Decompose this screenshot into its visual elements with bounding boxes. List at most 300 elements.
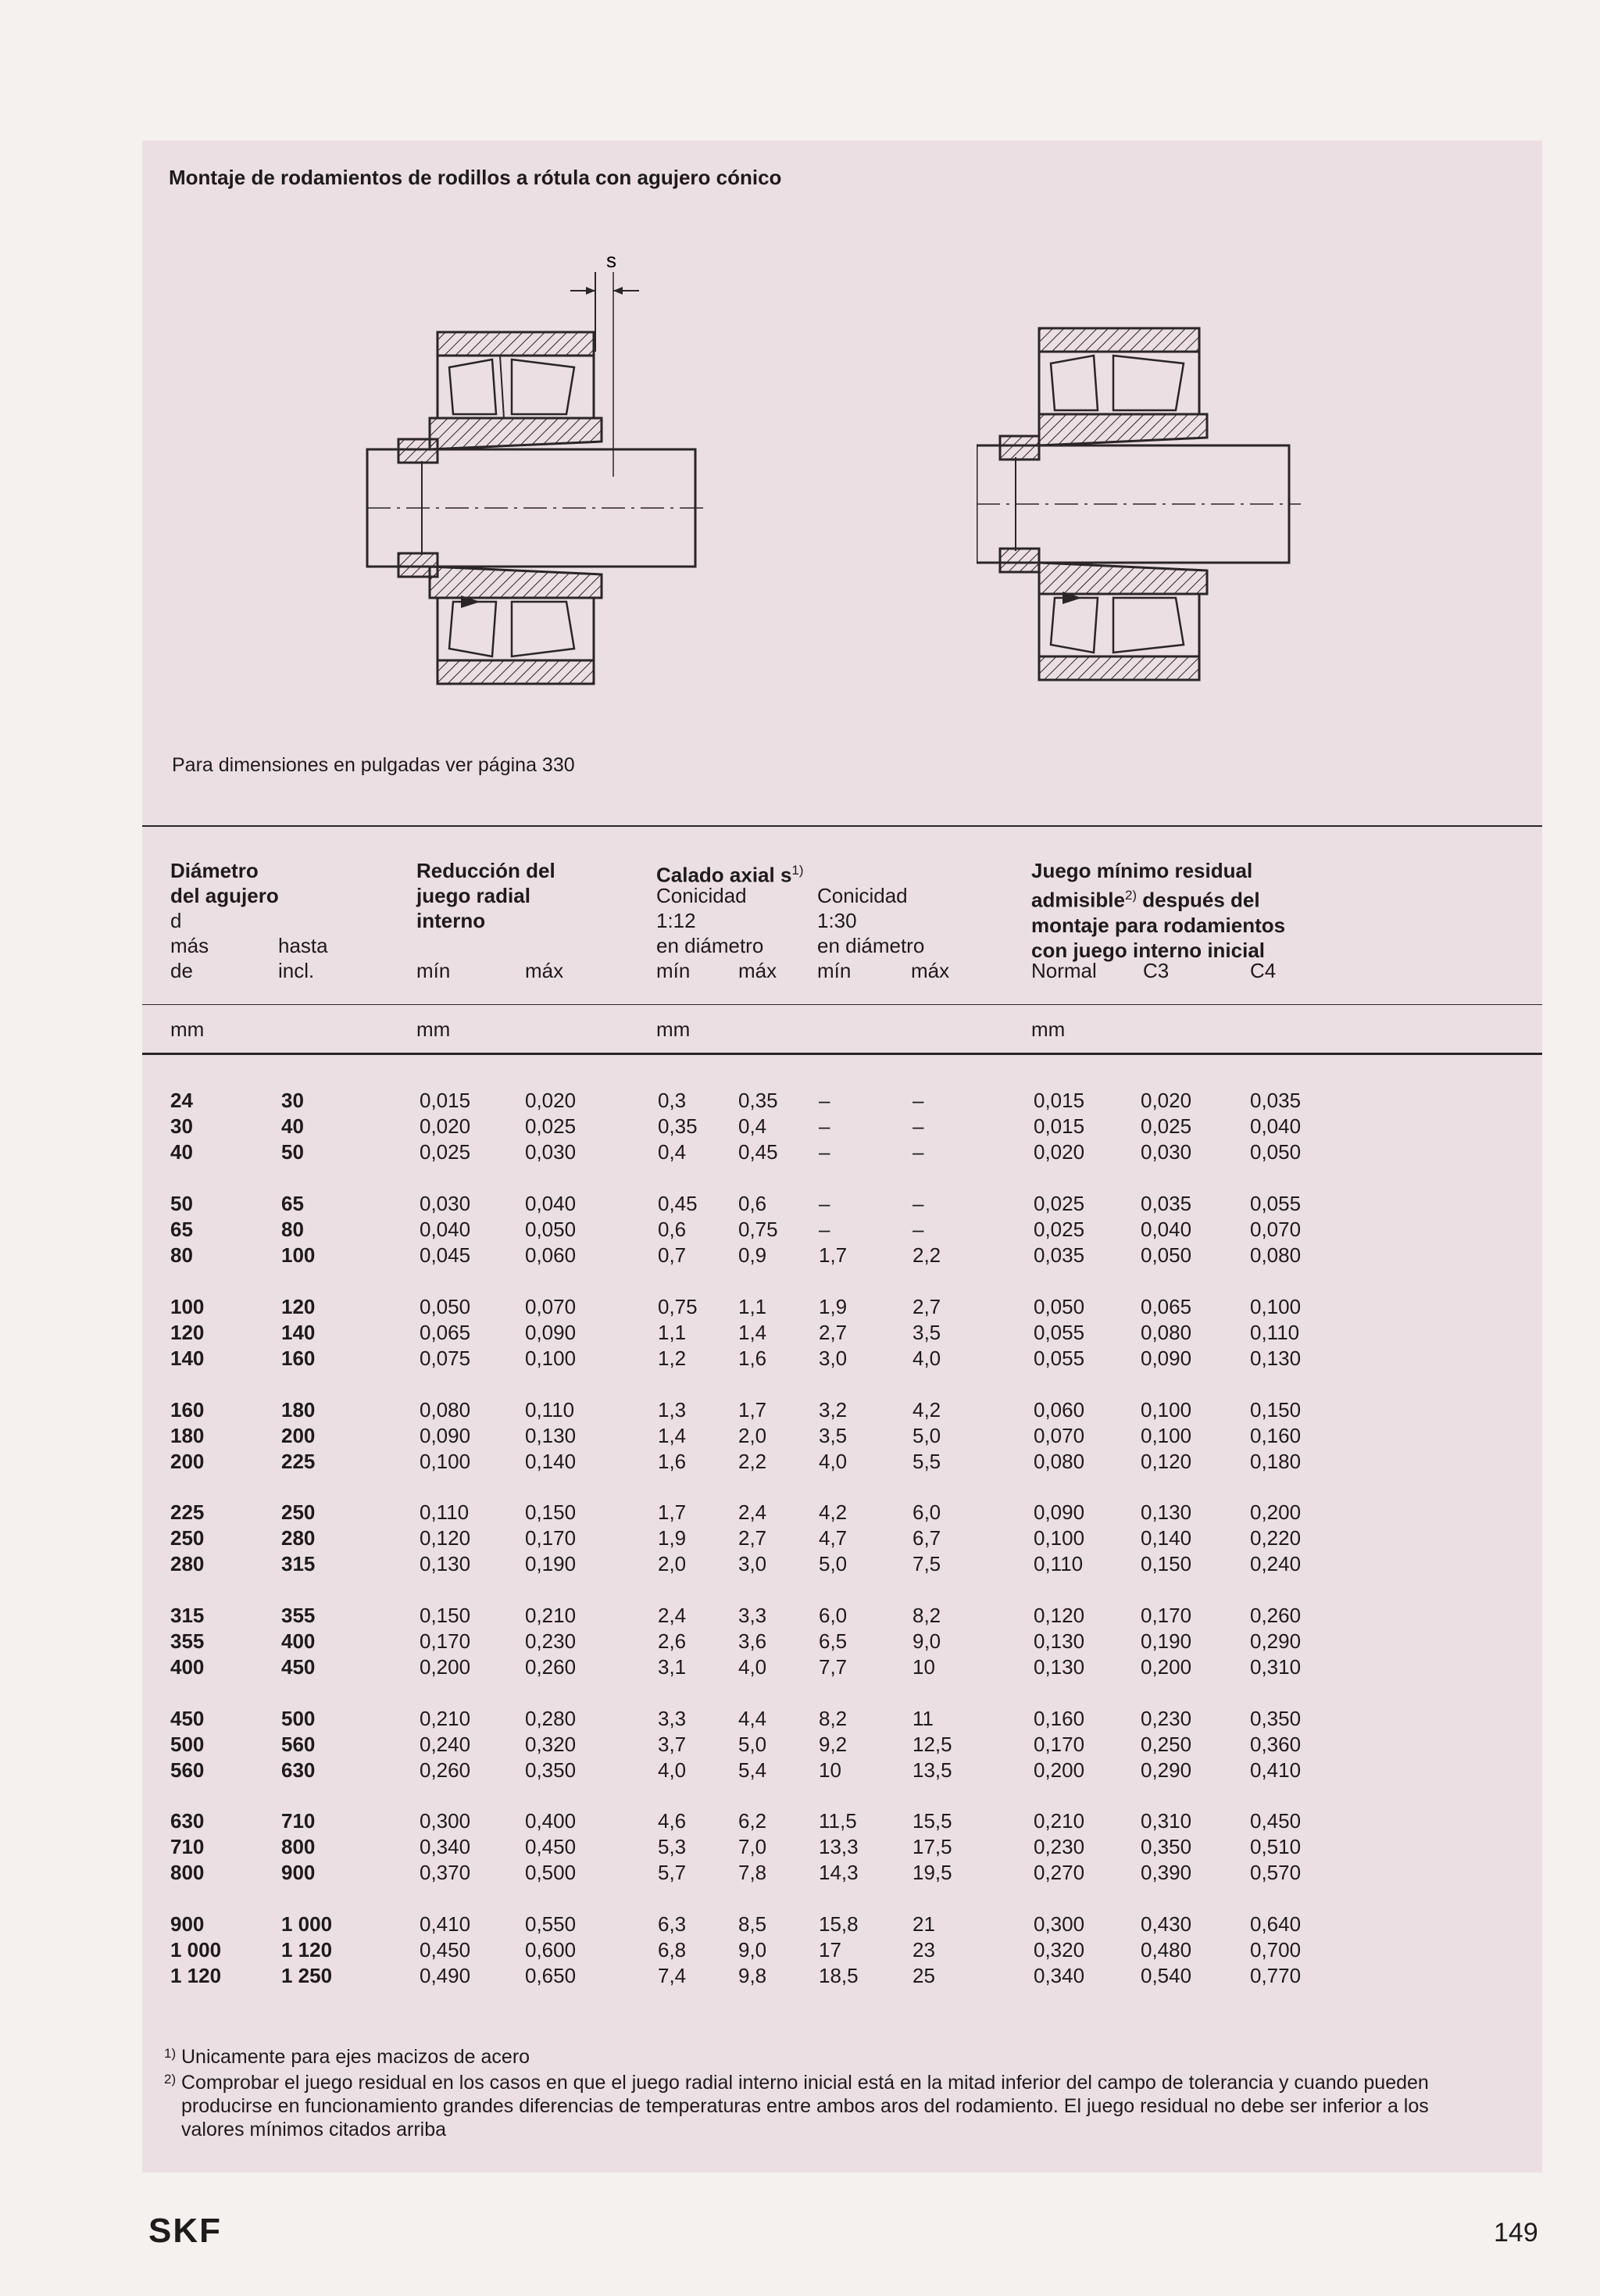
table-cell: 710 — [170, 1835, 205, 1858]
table-row — [0, 1552, 1600, 1578]
table-cell: 0,430 — [1141, 1912, 1192, 1936]
table-cell: 0,480 — [1141, 1938, 1192, 1962]
table-cell: 1,9 — [819, 1295, 848, 1318]
table-cell: 7,4 — [658, 1964, 687, 1987]
header-taper-30 — [817, 883, 924, 958]
table-cell: 0,130 — [420, 1552, 471, 1575]
table-cell: 6,0 — [819, 1604, 848, 1627]
table-cell: 0,170 — [525, 1526, 577, 1550]
table-cell: 0,065 — [1141, 1295, 1192, 1318]
table-cell: 0,080 — [1141, 1321, 1192, 1344]
table-cell: 2,7 — [738, 1526, 767, 1550]
table-cell: 0,180 — [1250, 1450, 1302, 1473]
table-cell: 0,75 — [738, 1218, 778, 1241]
table-cell: 0,050 — [420, 1295, 471, 1318]
table-cell: 3,3 — [658, 1707, 687, 1730]
table-cell: 1,7 — [819, 1243, 848, 1267]
table-cell: 0,100 — [525, 1346, 577, 1370]
table-cell: – — [912, 1218, 924, 1241]
table-cell: 6,5 — [819, 1629, 848, 1653]
table-cell: 0,210 — [525, 1604, 577, 1627]
table-cell: 0,210 — [420, 1707, 471, 1730]
header-diameter — [170, 858, 279, 983]
table-cell: 2,2 — [738, 1450, 767, 1473]
table-cell: 4,2 — [819, 1500, 848, 1524]
header-red-min: mín — [416, 959, 451, 982]
header-c4: C4 — [1250, 959, 1277, 982]
table-cell: 0,055 — [1034, 1321, 1085, 1344]
table-cell: 11 — [912, 1707, 934, 1730]
header-cal-min-2: mín — [817, 959, 852, 982]
table-cell: 0,540 — [1141, 1964, 1192, 1987]
table-cell: 1 250 — [281, 1964, 333, 1987]
table-cell: 0,700 — [1250, 1938, 1302, 1962]
footnote-2-mark: 2) — [164, 2072, 177, 2087]
unit-mm-residual: mm — [1031, 1017, 1066, 1041]
table-row — [0, 1835, 1600, 1861]
table-cell: 0,200 — [1034, 1758, 1085, 1782]
table-cell: 3,3 — [738, 1604, 767, 1627]
table-cell: 0,070 — [1034, 1424, 1085, 1447]
table-cell: 0,35 — [738, 1089, 778, 1112]
table-cell: 4,4 — [738, 1707, 767, 1730]
table-cell: – — [912, 1114, 924, 1138]
table-cell: 0,300 — [1034, 1912, 1085, 1936]
table-cell: 0,060 — [525, 1243, 577, 1267]
table-cell: 0,120 — [420, 1526, 471, 1550]
header-taper-30-line2: 1:30 — [817, 909, 857, 932]
table-cell: 450 — [170, 1707, 205, 1730]
table-cell: 500 — [170, 1733, 205, 1756]
header-residual-line2a: admisible — [1031, 888, 1125, 912]
header-cal-max-2: máx — [911, 959, 950, 982]
table-cell: 0,75 — [658, 1295, 698, 1318]
table-cell: 1,1 — [738, 1295, 767, 1318]
table-cell: 0,075 — [420, 1346, 471, 1370]
table-cell: 0,250 — [1141, 1733, 1192, 1756]
table-cell: 0,370 — [420, 1861, 471, 1884]
table-row — [0, 1861, 1600, 1887]
table-cell: 0,280 — [525, 1707, 577, 1730]
table-cell: 0,040 — [1141, 1218, 1192, 1241]
table-cell: 40 — [281, 1114, 304, 1138]
table-cell: 0,310 — [1141, 1809, 1192, 1833]
header-taper-12-line3: en diámetro — [656, 934, 764, 957]
table-cell: 5,0 — [738, 1733, 767, 1756]
table-cell: 0,350 — [1141, 1835, 1192, 1858]
table-cell: 10 — [819, 1758, 841, 1782]
table-cell: 0,020 — [1141, 1089, 1192, 1112]
table-cell: 0,025 — [420, 1140, 471, 1164]
table-cell: 0,4 — [658, 1140, 687, 1164]
table-cell: 120 — [281, 1295, 316, 1318]
table-cell: 1,6 — [658, 1450, 687, 1473]
table-cell: 1,4 — [658, 1424, 687, 1447]
header-residual-line2b: después del — [1142, 888, 1260, 912]
table-cell: 0,550 — [525, 1912, 577, 1936]
table-cell: 0,120 — [1141, 1450, 1192, 1473]
header-taper-12-line1: Conicidad — [656, 884, 747, 907]
header-hasta-text: hasta — [278, 934, 328, 957]
table-row — [0, 1114, 1600, 1140]
table-cell: 0,070 — [525, 1295, 577, 1318]
table-cell: 11,5 — [819, 1809, 857, 1833]
table-cell: 0,040 — [420, 1218, 471, 1241]
table-cell: 1 120 — [281, 1938, 333, 1962]
table-cell: 0,360 — [1250, 1733, 1302, 1756]
table-cell: 0,050 — [1034, 1295, 1085, 1318]
table-cell: 3,5 — [912, 1321, 941, 1344]
table-cell: 6,2 — [738, 1809, 767, 1833]
header-axial-drive-footnote: 1) — [791, 863, 804, 878]
table-cell: 0,015 — [1034, 1114, 1085, 1138]
page-number: 149 — [1494, 2218, 1538, 2248]
table-cell: 0,450 — [525, 1835, 577, 1858]
header-reduction-line2: juego radial — [416, 884, 530, 907]
table-cell: 0,6 — [658, 1218, 687, 1241]
table-cell: 8,5 — [738, 1912, 767, 1936]
table-cell: 4,0 — [738, 1655, 767, 1679]
table-cell: 0,170 — [1141, 1604, 1192, 1627]
table-cell: 0,150 — [1141, 1552, 1192, 1575]
table-cell: 5,5 — [912, 1450, 941, 1473]
bearing-mounting-drawing-tapered-shaft — [977, 305, 1305, 711]
table-cell: 10 — [912, 1655, 935, 1679]
table-cell: 0,190 — [525, 1552, 577, 1575]
table-cell: 0,080 — [1250, 1243, 1302, 1267]
table-cell: 0,130 — [1034, 1629, 1085, 1653]
table-cell: 15,8 — [819, 1912, 859, 1936]
table-cell: 1 000 — [170, 1938, 222, 1962]
table-cell: 0,060 — [1034, 1398, 1085, 1422]
table-cell: 3,1 — [658, 1655, 687, 1679]
header-red-max: máx — [525, 959, 564, 982]
table-cell: 0,230 — [525, 1629, 577, 1653]
table-cell: 2,4 — [658, 1604, 687, 1627]
table-cell: 0,7 — [658, 1243, 687, 1267]
table-cell: 0,040 — [1250, 1114, 1302, 1138]
table-cell: 9,0 — [738, 1938, 767, 1962]
table-cell: 3,5 — [819, 1424, 848, 1447]
header-diameter-line1: Diámetro — [170, 859, 259, 882]
table-cell: 0,130 — [1034, 1655, 1085, 1679]
table-cell: 225 — [281, 1450, 316, 1473]
table-cell: 0,055 — [1250, 1192, 1302, 1215]
header-taper-30-line3: en diámetro — [817, 934, 925, 957]
table-row — [0, 1321, 1600, 1346]
header-residual-line3: montaje para rodamientos — [1031, 913, 1286, 937]
header-diameter-line2: del agujero — [170, 884, 279, 907]
table-cell: 3,0 — [738, 1552, 767, 1575]
table-cell: 0,020 — [420, 1114, 471, 1138]
table-cell: 0,100 — [1250, 1295, 1302, 1318]
table-cell: 2,2 — [912, 1243, 941, 1267]
header-incl: incl. — [278, 959, 315, 982]
table-cell: 4,7 — [819, 1526, 848, 1550]
table-cell: 0,110 — [1250, 1321, 1300, 1344]
bearing-mounting-drawing-sleeve — [344, 234, 719, 735]
table-cell: 0,100 — [1034, 1526, 1085, 1550]
table-cell: 15,5 — [912, 1809, 952, 1833]
table-cell: 0,150 — [420, 1604, 471, 1627]
table-cell: 0,3 — [658, 1089, 687, 1112]
table-cell: 0,4 — [738, 1114, 767, 1138]
table-cell: 0,100 — [420, 1450, 471, 1473]
table-cell: 50 — [170, 1192, 193, 1215]
table-row — [0, 1707, 1600, 1733]
table-cell: 5,3 — [658, 1835, 687, 1858]
table-cell: 1,9 — [658, 1526, 687, 1550]
table-cell: 2,7 — [912, 1295, 941, 1318]
table-cell: 160 — [170, 1398, 205, 1422]
table-cell: 0,6 — [738, 1192, 767, 1215]
table-cell: 0,030 — [1141, 1140, 1192, 1164]
table-cell: 0,45 — [738, 1140, 778, 1164]
table-cell: 9,2 — [819, 1733, 848, 1756]
table-row — [0, 1346, 1600, 1372]
table-cell: 0,140 — [525, 1450, 577, 1473]
header-unit-rule — [142, 1004, 1542, 1005]
table-row — [0, 1192, 1600, 1218]
table-row — [0, 1243, 1600, 1269]
header-reduction — [416, 858, 555, 933]
table-cell: 225 — [170, 1500, 205, 1524]
table-cell: 200 — [170, 1450, 205, 1473]
table-row — [0, 1629, 1600, 1655]
table-cell: 0,600 — [525, 1938, 577, 1962]
unit-mm-reduction: mm — [416, 1017, 451, 1041]
table-cell: 40 — [170, 1140, 193, 1164]
table-cell: 0,9 — [738, 1243, 767, 1267]
header-hasta — [278, 933, 328, 983]
table-cell: 120 — [170, 1321, 205, 1344]
table-cell: 100 — [281, 1243, 316, 1267]
table-cell: 0,070 — [1250, 1218, 1302, 1241]
table-cell: 0,340 — [420, 1835, 471, 1858]
table-cell: 1,1 — [658, 1321, 687, 1344]
table-cell: 0,300 — [420, 1809, 471, 1833]
table-cell: 5,0 — [912, 1424, 941, 1447]
table-cell: 0,020 — [1034, 1140, 1085, 1164]
table-cell: 160 — [281, 1346, 316, 1370]
table-cell: 0,130 — [1141, 1500, 1192, 1524]
table-cell: 0,170 — [1034, 1733, 1085, 1756]
header-residual-line1: Juego mínimo residual — [1031, 859, 1253, 882]
table-cell: 200 — [281, 1424, 316, 1447]
table-cell: 50 — [281, 1140, 304, 1164]
header-de: de — [170, 959, 193, 982]
table-cell: 80 — [170, 1243, 193, 1267]
table-row — [0, 1218, 1600, 1243]
header-reduction-line1: Reducción del — [416, 859, 555, 882]
footnote-2-text: Comprobar el juego residual en los casos en que el juego radial interno inicial está en la mitad inferior del campo de tolerancia y cuando pueden producirse en funcionamiento grandes diferencias de temperaturas entre ambos aros del rodamiento. El juego residual no debe ser inferior a los valores mínimos citados arriba — [181, 2072, 1429, 2140]
table-cell: 0,040 — [525, 1192, 577, 1215]
table-cell: – — [819, 1140, 830, 1164]
table-cell: – — [912, 1192, 924, 1215]
table-cell: 65 — [281, 1192, 304, 1215]
table-cell: 23 — [912, 1938, 935, 1962]
table-cell: – — [819, 1218, 830, 1241]
unit-mm-diameter: mm — [170, 1017, 205, 1041]
table-cell: 400 — [170, 1655, 205, 1679]
table-cell: 0,350 — [1250, 1707, 1302, 1730]
table-cell: 0,080 — [420, 1398, 471, 1422]
table-cell: 0,290 — [1250, 1629, 1302, 1653]
table-cell: 0,260 — [525, 1655, 577, 1679]
table-cell: 355 — [170, 1629, 205, 1653]
table-cell: 3,6 — [738, 1629, 767, 1653]
table-cell: 0,410 — [420, 1912, 471, 1936]
table-cell: 7,8 — [738, 1861, 767, 1884]
table-cell: 900 — [170, 1912, 205, 1936]
table-cell: 0,140 — [1141, 1526, 1192, 1550]
table-cell: – — [912, 1140, 924, 1164]
footnote-1-mark: 1) — [164, 2046, 177, 2061]
table-cell: 0,170 — [420, 1629, 471, 1653]
table-cell: 7,7 — [819, 1655, 848, 1679]
table-cell: 0,320 — [1034, 1938, 1085, 1962]
table-cell: 0,220 — [1250, 1526, 1302, 1550]
table-cell: 0,570 — [1250, 1861, 1302, 1884]
table-cell: 560 — [281, 1733, 316, 1756]
table-cell: 0,410 — [1250, 1758, 1302, 1782]
table-cell: 0,450 — [420, 1938, 471, 1962]
table-cell: 0,230 — [1034, 1835, 1085, 1858]
header-bottom-rule — [142, 1053, 1542, 1055]
table-cell: 0,100 — [1141, 1424, 1192, 1447]
table-cell: 9,0 — [912, 1629, 941, 1653]
table-cell: 0,200 — [1141, 1655, 1192, 1679]
table-cell: 0,035 — [1250, 1089, 1302, 1112]
table-cell: 17 — [819, 1938, 841, 1962]
table-cell: 355 — [281, 1604, 316, 1627]
table-cell: 280 — [170, 1552, 205, 1575]
table-cell: 1,2 — [658, 1346, 687, 1370]
table-cell: 0,025 — [1034, 1218, 1085, 1241]
table-cell: 250 — [170, 1526, 205, 1550]
footnote-2 — [164, 2071, 1494, 2141]
table-cell: 140 — [170, 1346, 205, 1370]
header-residual-clearance — [1031, 858, 1285, 963]
table-cell: 9,8 — [738, 1964, 767, 1987]
table-cell: 5,0 — [819, 1552, 848, 1575]
table-cell: 4,0 — [819, 1450, 848, 1473]
table-row — [0, 1424, 1600, 1450]
table-cell: 500 — [281, 1707, 316, 1730]
table-cell: 560 — [170, 1758, 205, 1782]
table-cell: 1,7 — [738, 1398, 767, 1422]
table-cell: 25 — [912, 1964, 935, 1987]
table-cell: 0,650 — [525, 1964, 577, 1987]
table-cell: 0,055 — [1034, 1346, 1085, 1370]
table-cell: 0,500 — [525, 1861, 577, 1884]
table-cell: 0,290 — [1141, 1758, 1192, 1782]
table-cell: 13,5 — [912, 1758, 952, 1782]
table-cell: 0,35 — [658, 1114, 698, 1138]
table-cell: 0,240 — [1250, 1552, 1302, 1575]
table-cell: 0,065 — [420, 1321, 471, 1344]
table-cell: 800 — [170, 1861, 205, 1884]
table-row — [0, 1758, 1600, 1784]
table-cell: 6,7 — [912, 1526, 941, 1550]
table-cell: 19,5 — [912, 1861, 952, 1884]
table-cell: 8,2 — [912, 1604, 941, 1627]
table-cell: 100 — [170, 1295, 205, 1318]
header-c3: C3 — [1143, 959, 1170, 982]
table-cell: 0,025 — [1141, 1114, 1192, 1138]
header-mas: más — [170, 934, 209, 957]
table-cell: 180 — [281, 1398, 316, 1422]
header-reduction-line3: interno — [416, 909, 486, 932]
table-cell: 0,510 — [1250, 1835, 1302, 1858]
table-row — [0, 1450, 1600, 1475]
table-cell: 24 — [170, 1089, 193, 1112]
table-cell: 0,030 — [525, 1140, 577, 1164]
table-cell: 1,3 — [658, 1398, 687, 1422]
table-cell: 0,035 — [1034, 1243, 1085, 1267]
table-cell: 0,030 — [420, 1192, 471, 1215]
table-cell: 0,025 — [525, 1114, 577, 1138]
table-cell: – — [819, 1114, 830, 1138]
table-row — [0, 1938, 1600, 1964]
table-cell: 0,120 — [1034, 1604, 1085, 1627]
table-cell: 0,490 — [420, 1964, 471, 1987]
table-cell: 630 — [170, 1809, 205, 1833]
table-cell: 0,045 — [420, 1243, 471, 1267]
header-taper-12-line2: 1:12 — [656, 909, 696, 932]
table-cell: 0,190 — [1141, 1629, 1192, 1653]
table-cell: – — [819, 1192, 830, 1215]
table-cell: 12,5 — [912, 1733, 952, 1756]
table-cell: 630 — [281, 1758, 316, 1782]
table-cell: 0,160 — [1034, 1707, 1085, 1730]
table-cell: 0,350 — [525, 1758, 577, 1782]
table-cell: 3,0 — [819, 1346, 848, 1370]
table-cell: 30 — [281, 1089, 304, 1112]
table-cell: 0,020 — [525, 1089, 577, 1112]
table-cell: 0,260 — [420, 1758, 471, 1782]
table-cell: 0,200 — [1250, 1500, 1302, 1524]
table-cell: 0,260 — [1250, 1604, 1302, 1627]
table-cell: 450 — [281, 1655, 316, 1679]
header-taper-12 — [656, 883, 763, 958]
table-cell: 4,2 — [912, 1398, 941, 1422]
table-cell: 0,45 — [658, 1192, 698, 1215]
table-cell: 0,450 — [1250, 1809, 1302, 1833]
table-cell: 0,090 — [1141, 1346, 1192, 1370]
table-cell: 0,100 — [1141, 1398, 1192, 1422]
table-cell: 0,310 — [1250, 1655, 1302, 1679]
table-cell: 0,150 — [1250, 1398, 1302, 1422]
table-row — [0, 1140, 1600, 1166]
table-cell: 3,2 — [819, 1398, 848, 1422]
table-cell: 0,050 — [1250, 1140, 1302, 1164]
table-cell: 21 — [912, 1912, 935, 1936]
table-cell: 2,0 — [658, 1552, 687, 1575]
table-cell: 0,340 — [1034, 1964, 1085, 1987]
table-row — [0, 1526, 1600, 1552]
table-cell: 0,080 — [1034, 1450, 1085, 1473]
unit-mm-axial: mm — [656, 1017, 691, 1041]
table-cell: 65 — [170, 1218, 193, 1241]
table-cell: 2,4 — [738, 1500, 767, 1524]
page-title: Montaje de rodamientos de rodillos a rótula con agujero cónico — [169, 166, 782, 189]
table-cell: 2,0 — [738, 1424, 767, 1447]
table-cell: 400 — [281, 1629, 316, 1653]
header-residual-line4: con juego interno inicial — [1031, 938, 1266, 962]
table-cell: 1 120 — [170, 1964, 222, 1987]
table-cell: 8,2 — [819, 1707, 848, 1730]
